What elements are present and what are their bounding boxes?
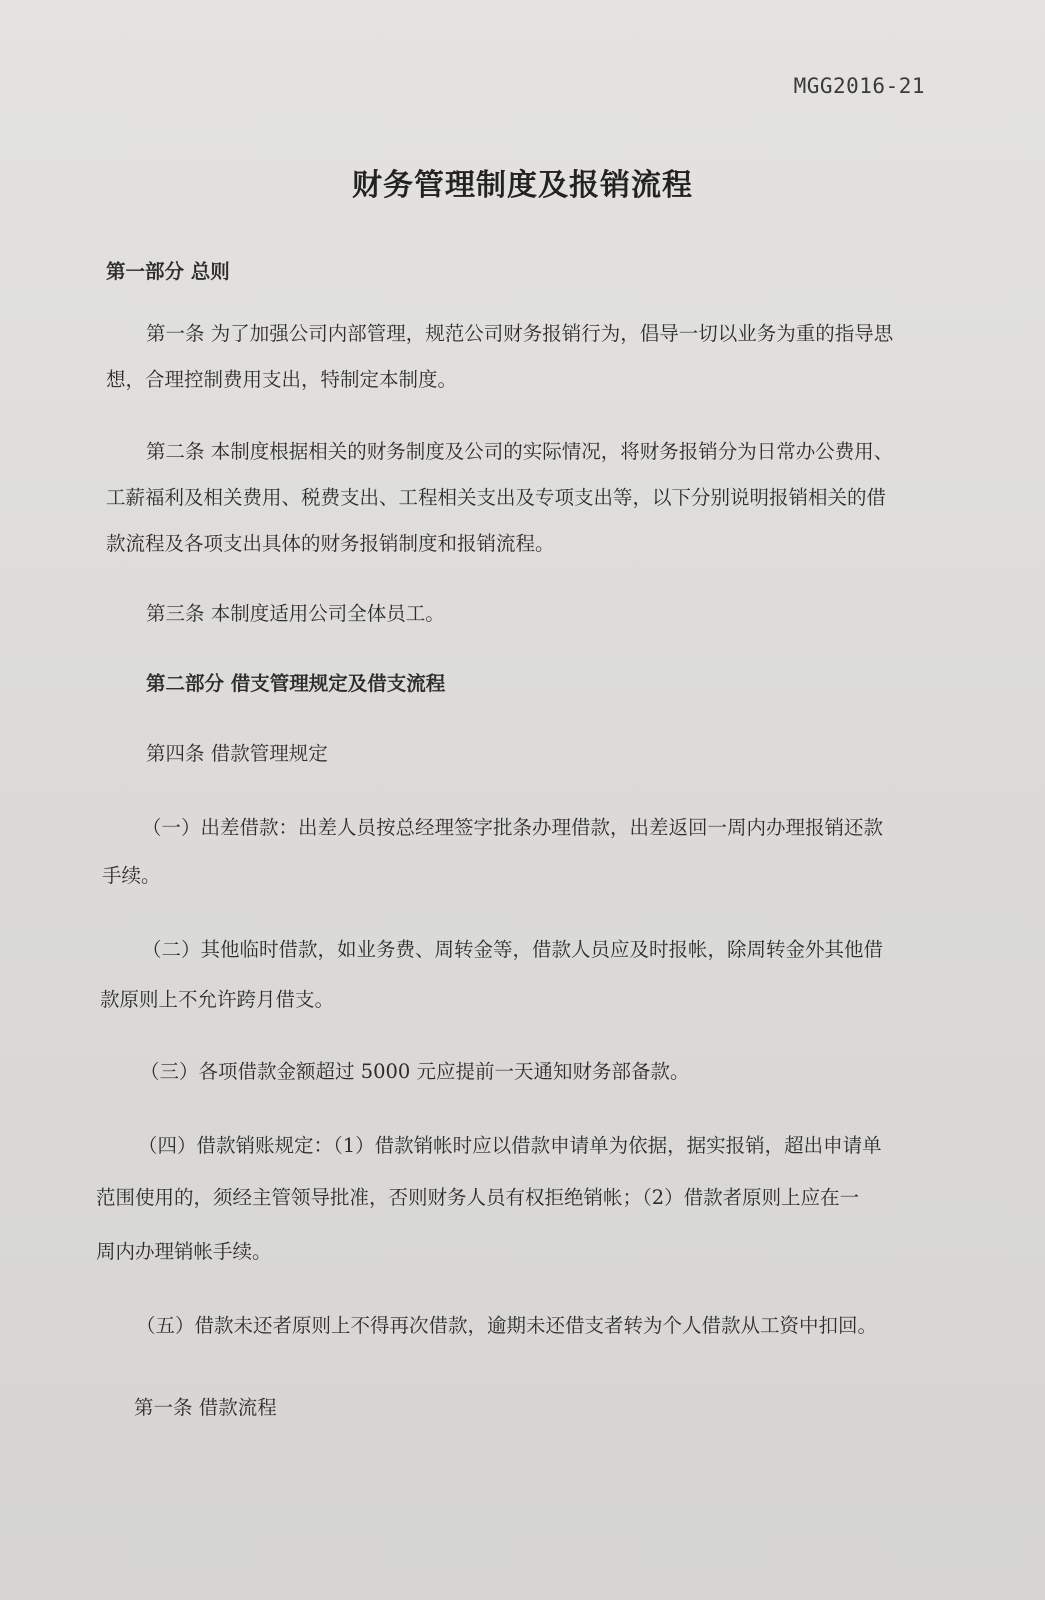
paragraph-line: 款流程及各项支出具体的财务报销制度和报销流程。	[106, 532, 555, 555]
paragraph-line: 第四条 借款管理规定	[146, 742, 328, 765]
document-code: MGG2016-21	[793, 74, 925, 98]
paragraph-line: 款原则上不允许跨月借支。	[100, 988, 335, 1011]
paragraph-line: 第二条 本制度根据相关的财务制度及公司的实际情况，将财务报销分为日常办公费用、	[146, 440, 894, 463]
paragraph-line: （一）出差借款：出差人员按总经理签字批条办理借款，出差返回一周内办理报销还款	[142, 816, 884, 839]
paragraph-line: 第一条 为了加强公司内部管理，规范公司财务报销行为，倡导一切以业务为重的指导思	[146, 322, 894, 345]
paragraph-line: 手续。	[102, 864, 161, 887]
paragraph-line: （五）借款未还者原则上不得再次借款，逾期未还借支者转为个人借款从工资中扣回。	[136, 1314, 878, 1337]
document-title: 财务管理制度及报销流程	[352, 168, 693, 203]
paragraph-line: 范围使用的，须经主管领导批准，否则财务人员有权拒绝销帐；（2）借款者原则上应在一	[96, 1186, 860, 1209]
paragraph-line: （三）各项借款金额超过 5000 元应提前一天通知财务部备款。	[140, 1060, 690, 1083]
paragraph-line: 第一条 借款流程	[134, 1396, 277, 1419]
section-heading-loans: 第二部分 借支管理规定及借支流程	[146, 672, 446, 695]
paragraph-line: 第三条 本制度适用公司全体员工。	[146, 602, 445, 625]
paragraph-line: （二）其他临时借款，如业务费、周转金等，借款人员应及时报帐，除周转金外其他借	[142, 938, 884, 961]
paragraph-line: 周内办理销帐手续。	[96, 1240, 272, 1263]
section-heading-general: 第一部分 总则	[106, 260, 230, 283]
paragraph-line: （四）借款销账规定：（1）借款销帐时应以借款申请单为依据，据实报销，超出申请单	[138, 1134, 882, 1157]
paragraph-line: 想，合理控制费用支出，特制定本制度。	[106, 368, 458, 391]
paragraph-line: 工薪福利及相关费用、税费支出、工程相关支出及专项支出等，以下分别说明报销相关的借	[106, 486, 887, 509]
